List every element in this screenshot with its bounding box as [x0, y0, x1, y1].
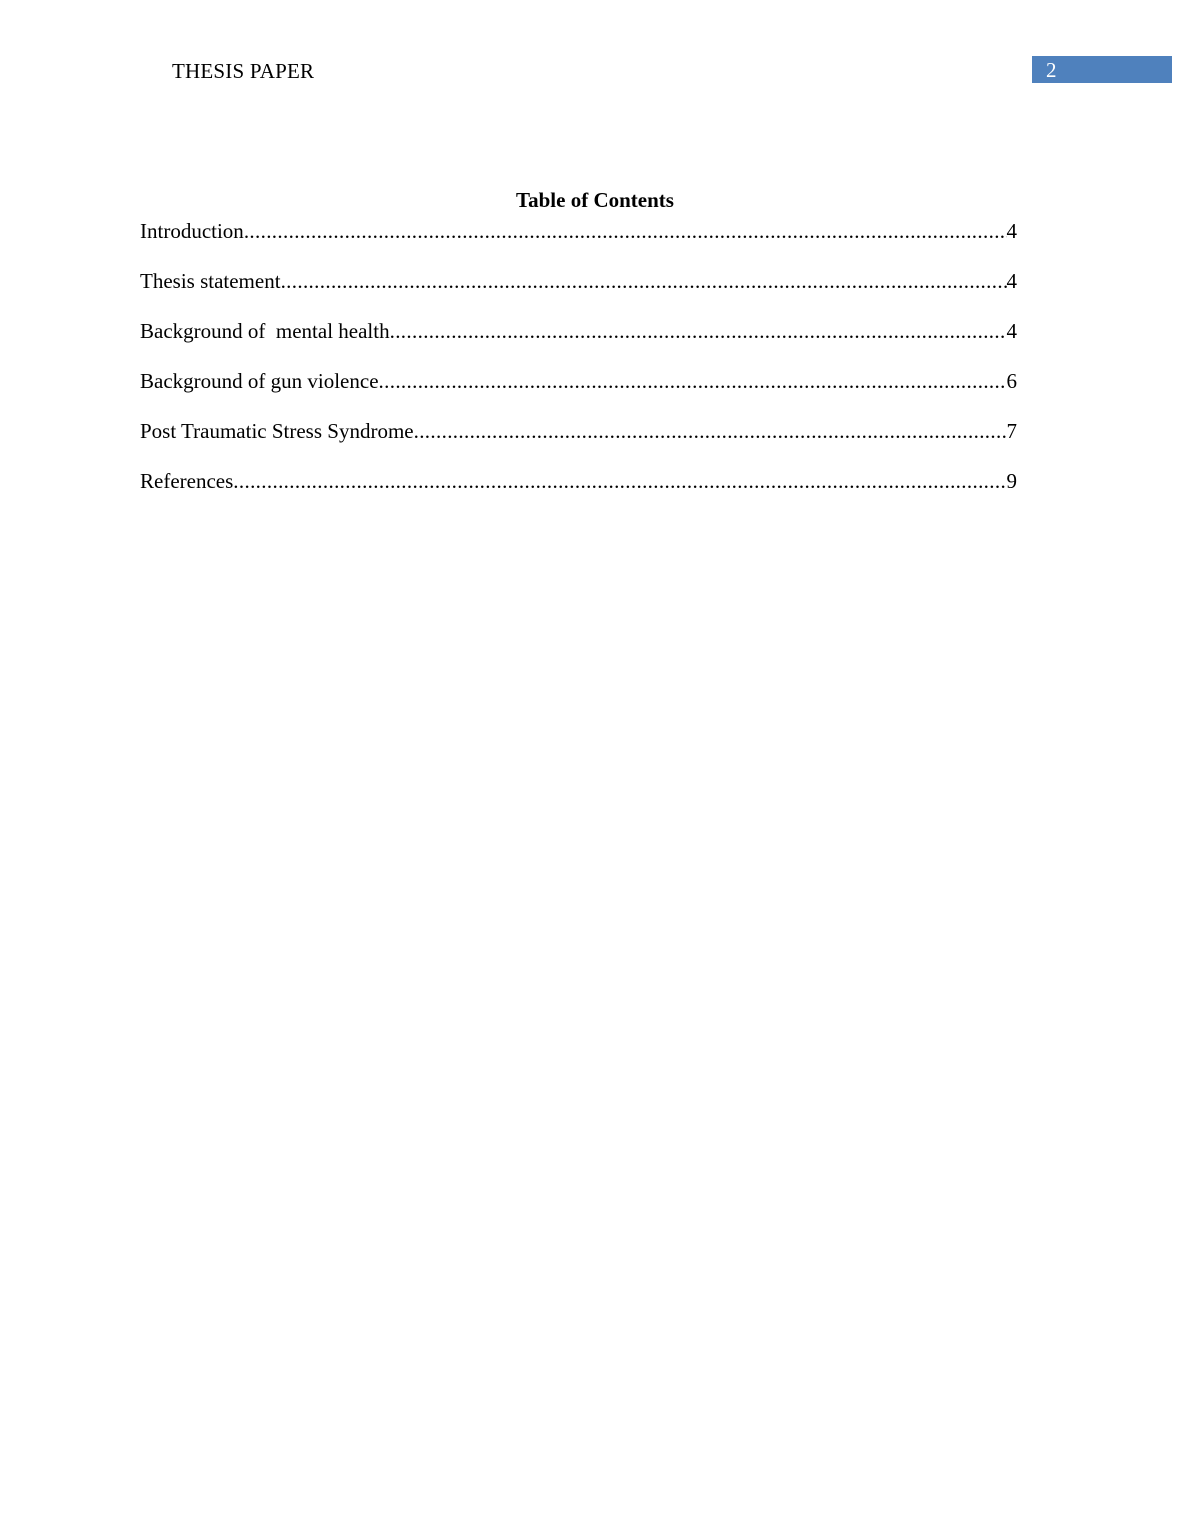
toc-entry-text: Background of mental health	[140, 319, 390, 343]
toc-entry-page: 4	[1006, 319, 1017, 343]
toc-list	[140, 218, 1017, 518]
page-number-box	[1032, 56, 1172, 83]
toc-entry-page: 4	[1006, 269, 1017, 293]
toc-entry-ptsd[interactable]	[140, 418, 1017, 468]
toc-entry-gun-violence[interactable]	[140, 368, 1017, 418]
toc-dot-leader	[281, 268, 1007, 294]
toc-entry-text: Background of gun violence	[140, 369, 379, 393]
toc-entry-page: 9	[1006, 469, 1017, 493]
toc-title: Table of Contents	[516, 188, 674, 212]
toc-entry-page: 4	[1006, 219, 1017, 243]
toc-entry-text: Introduction	[140, 219, 244, 243]
toc-entry-thesis-statement[interactable]	[140, 268, 1017, 318]
toc-dot-leader	[233, 468, 1006, 494]
toc-entry-text: Post Traumatic Stress Syndrome	[140, 419, 414, 443]
toc-entry-page: 6	[1006, 369, 1017, 393]
toc-dot-leader	[414, 418, 1007, 444]
toc-dot-leader	[390, 318, 1007, 344]
toc-entry-introduction[interactable]	[140, 218, 1017, 268]
toc-entry-mental-health[interactable]	[140, 318, 1017, 368]
toc-dot-leader	[379, 368, 1007, 394]
toc-entry-text: References	[140, 469, 234, 493]
toc-dot-leader	[244, 218, 1007, 244]
toc-entry-references[interactable]	[140, 468, 1017, 518]
page-number: 2	[1046, 58, 1057, 82]
toc-entry-page: 7	[1006, 419, 1017, 443]
toc-entry-text: Thesis statement	[140, 269, 281, 293]
running-head: THESIS PAPER	[172, 59, 315, 83]
